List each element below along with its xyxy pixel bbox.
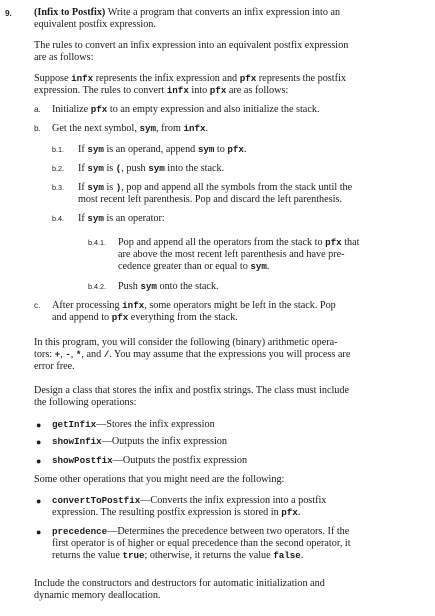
substep-b3-line-2: most recent left parenthesis. Pop and discard the left parenthesis. bbox=[78, 194, 342, 205]
step-c-line-1 bbox=[52, 300, 336, 312]
t: , push bbox=[121, 163, 149, 174]
t: into bbox=[188, 85, 210, 96]
op-name: getInfix bbox=[52, 419, 97, 430]
substep-b4-line bbox=[78, 213, 165, 225]
code-true: true bbox=[122, 550, 145, 561]
program-para-line-3: error free. bbox=[34, 361, 75, 372]
operation-showinfix bbox=[52, 436, 227, 448]
code-pfx: pfx bbox=[227, 144, 244, 155]
subsubstep-b41-label: b.4.1. bbox=[88, 238, 106, 247]
code-sym: sym bbox=[87, 213, 104, 224]
t: that bbox=[341, 237, 360, 248]
code-sym: sym bbox=[87, 163, 104, 174]
code-sym: sym bbox=[87, 144, 104, 155]
substep-b1-label: b.1. bbox=[52, 145, 64, 154]
t: , pop and append all the symbols from the stack until the bbox=[121, 182, 353, 193]
bullet-icon: ● bbox=[36, 456, 42, 466]
code-pfx: pfx bbox=[239, 73, 257, 84]
t: . bbox=[266, 261, 270, 272]
problem-intro-line-2: equivalent postfix expression. bbox=[34, 19, 156, 30]
substep-b2-label: b.2. bbox=[52, 164, 64, 173]
program-para-line-2 bbox=[34, 349, 350, 361]
code-infx: infx bbox=[166, 85, 189, 96]
t: . bbox=[205, 123, 209, 134]
step-a-label: a. bbox=[34, 105, 41, 114]
op-name: showInfix bbox=[52, 436, 102, 447]
t: , bbox=[70, 349, 76, 360]
problem-number: 9. bbox=[5, 9, 12, 18]
closing-line-1: Include the constructors and destructors for automatic initialization and bbox=[34, 578, 325, 589]
t: . bbox=[297, 507, 301, 518]
code-pfx: pfx bbox=[111, 312, 129, 323]
t: If bbox=[78, 182, 88, 193]
t: into the stack. bbox=[164, 163, 225, 174]
step-a-line-1 bbox=[52, 104, 320, 116]
code-sym: sym bbox=[140, 281, 157, 292]
rules-intro-line-1: The rules to convert an infix expression into an equivalent postfix expression bbox=[34, 40, 349, 51]
t: everything from the stack. bbox=[128, 312, 238, 323]
op-name: precedence bbox=[52, 526, 108, 537]
op-desc: —Outputs the infix expression bbox=[101, 436, 227, 447]
suppose-line-1 bbox=[34, 73, 346, 85]
substep-b3-line-1 bbox=[78, 182, 352, 194]
t: is bbox=[103, 163, 116, 174]
t: is bbox=[103, 182, 116, 193]
problem-title: (Infix to Postfix) bbox=[34, 7, 106, 18]
subsubstep-b41-line-3 bbox=[118, 261, 269, 273]
t: If bbox=[78, 144, 88, 155]
other-op-convert-line-2 bbox=[52, 507, 300, 519]
code-false: false bbox=[273, 550, 301, 561]
subsubstep-b41-line-1 bbox=[118, 237, 359, 249]
substep-b2-line bbox=[78, 163, 224, 175]
t: are as follows: bbox=[226, 85, 289, 96]
code-sym: sym bbox=[148, 163, 165, 174]
other-op-convert-line-1 bbox=[52, 495, 326, 507]
bullet-icon: ● bbox=[36, 527, 42, 537]
operation-showpostfix bbox=[52, 455, 247, 467]
t: Initialize bbox=[52, 104, 91, 115]
t: , bbox=[60, 349, 66, 360]
bullet-icon: ● bbox=[36, 496, 42, 506]
op-desc: —Stores the infix expression bbox=[96, 419, 215, 430]
t: Pop and append all the operators from the stack to bbox=[118, 237, 326, 248]
t: , from bbox=[155, 123, 184, 134]
intro-text-1: Write a program that converts an infix expression into an bbox=[107, 7, 341, 18]
code-rparen: ) bbox=[115, 182, 122, 193]
problem-intro-line-1 bbox=[34, 7, 340, 19]
t: tors: bbox=[34, 349, 55, 360]
code-op-minus: - bbox=[65, 349, 71, 360]
code-op-plus: + bbox=[54, 349, 61, 360]
code-sym: sym bbox=[197, 144, 215, 155]
t: is an operator: bbox=[103, 213, 165, 224]
code-lparen: ( bbox=[115, 163, 122, 174]
op-name: convertToPostfix bbox=[52, 495, 141, 506]
other-op-precedence-line-2: first operator is of higher or equal precedence than the second operator, it bbox=[52, 538, 351, 549]
program-para-line-1: In this program, you will consider the following (binary) arithmetic opera- bbox=[34, 337, 338, 348]
code-infx: infx bbox=[183, 123, 206, 134]
t: , some operators might be left in the stack. Pop bbox=[144, 300, 336, 311]
substep-b4-label: b.4. bbox=[52, 214, 64, 223]
op-name: showPostfix bbox=[52, 455, 113, 466]
other-ops-intro: Some other operations that you might need are the following: bbox=[34, 474, 285, 485]
t: returns the value bbox=[52, 550, 123, 561]
t: and append to bbox=[52, 312, 112, 323]
code-infx: infx bbox=[122, 300, 145, 311]
operation-getinfix bbox=[52, 419, 215, 431]
code-pfx: pfx bbox=[325, 237, 342, 248]
code-pfx: pfx bbox=[281, 507, 298, 518]
t: . bbox=[300, 550, 304, 561]
code-op-times: * bbox=[75, 349, 82, 360]
t: expression. The resulting postfix expression is stored in bbox=[52, 507, 282, 518]
t: After processing bbox=[52, 300, 123, 311]
t: If bbox=[78, 213, 88, 224]
t: onto the stack. bbox=[156, 281, 219, 292]
substep-b1-line bbox=[78, 144, 246, 156]
subsubstep-b42-line bbox=[118, 281, 219, 293]
t: is an operand, append bbox=[103, 144, 198, 155]
rules-intro-line-2: are as follows: bbox=[34, 52, 94, 63]
t: Suppose bbox=[34, 73, 72, 84]
code-sym: sym bbox=[139, 123, 156, 134]
subsubstep-b42-label: b.4.2. bbox=[88, 282, 106, 291]
t: represents the infix expression and bbox=[93, 73, 240, 84]
bullet-icon: ● bbox=[36, 420, 42, 430]
other-op-precedence-line-3 bbox=[52, 550, 303, 562]
t: . bbox=[243, 144, 247, 155]
code-sym: sym bbox=[250, 261, 267, 272]
step-b-label: b. bbox=[34, 124, 41, 133]
op-desc: —Determines the precedence between two operators. If the bbox=[107, 526, 350, 537]
code-sym: sym bbox=[87, 182, 104, 193]
t: . You may assume that the expressions you will process are bbox=[109, 349, 351, 360]
t: to bbox=[214, 144, 228, 155]
closing-line-2: dynamic memory deallocation. bbox=[34, 590, 161, 601]
t: represents the postfix bbox=[256, 73, 346, 84]
t: expression. The rules to convert bbox=[34, 85, 167, 96]
t: cedence greater than or equal to bbox=[118, 261, 251, 272]
t: If bbox=[78, 163, 88, 174]
step-c-label: c. bbox=[34, 301, 41, 310]
code-op-divide: / bbox=[103, 349, 110, 360]
design-para-line-1: Design a class that stores the infix and postfix strings. The class must include bbox=[34, 385, 350, 396]
suppose-line-2 bbox=[34, 85, 288, 97]
t: Get the next symbol, bbox=[52, 123, 140, 134]
subsubstep-b41-line-2: are above the most recent left parenthesis and have pre- bbox=[118, 249, 345, 260]
substep-b3-label: b.3. bbox=[52, 183, 64, 192]
t: ; otherwise, it returns the value bbox=[144, 550, 274, 561]
design-para-line-2: the following operations: bbox=[34, 397, 137, 408]
bullet-icon: ● bbox=[36, 437, 42, 447]
t: to an empty expression and also initialize the stack. bbox=[107, 104, 320, 115]
code-pfx: pfx bbox=[209, 85, 227, 96]
code-pfx: pfx bbox=[90, 104, 108, 115]
code-infx: infx bbox=[71, 73, 94, 84]
t: , and bbox=[81, 349, 104, 360]
op-desc: —Converts the infix expression into a postfix bbox=[140, 495, 327, 506]
t: Push bbox=[118, 281, 141, 292]
op-desc: —Outputs the postfix expression bbox=[112, 455, 248, 466]
step-c-line-2 bbox=[52, 312, 238, 324]
step-b-line-1 bbox=[52, 123, 208, 135]
other-op-precedence-line-1 bbox=[52, 526, 349, 538]
